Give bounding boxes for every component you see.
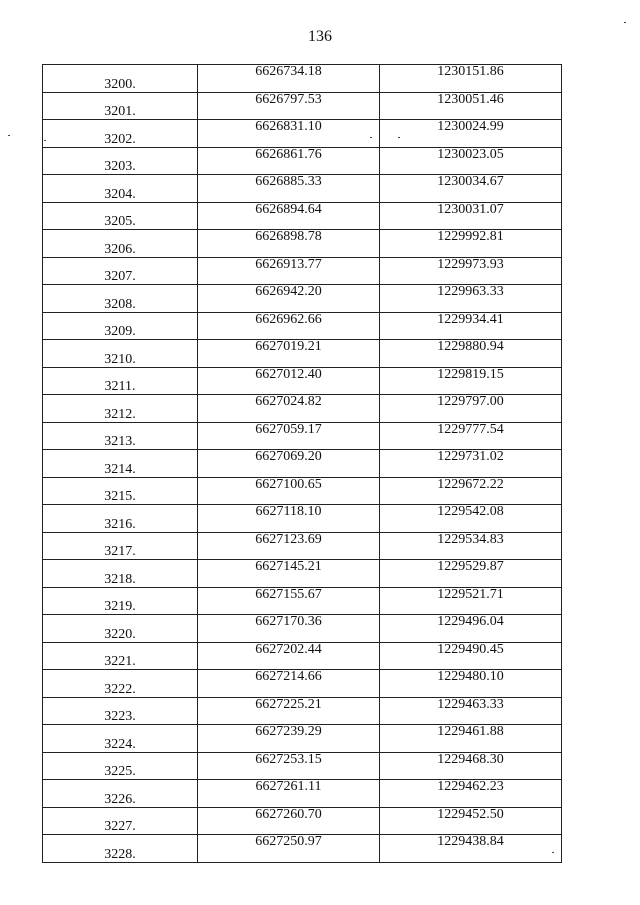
table-row	[43, 422, 562, 450]
x-coordinate-cell: 6627214.66	[198, 670, 380, 698]
point-number-cell: 3209.	[43, 312, 198, 340]
x-coordinate-cell: 6627012.40	[198, 367, 380, 395]
table-row	[43, 367, 562, 395]
table-row	[43, 450, 562, 478]
x-coordinate-cell: 6627024.82	[198, 395, 380, 423]
scan-speck	[8, 135, 10, 136]
point-number-cell: 3226.	[43, 780, 198, 808]
point-number-cell: 3228.	[43, 835, 198, 863]
y-coordinate-cell: 1229819.15	[380, 367, 562, 395]
table-row	[43, 642, 562, 670]
y-coordinate-cell: 1229521.71	[380, 587, 562, 615]
point-number-cell: 3210.	[43, 340, 198, 368]
x-coordinate-cell: 6627261.11	[198, 780, 380, 808]
point-number-cell: 3219.	[43, 587, 198, 615]
y-coordinate-cell: 1229777.54	[380, 422, 562, 450]
y-coordinate-cell: 1229529.87	[380, 560, 562, 588]
point-number-cell: 3214.	[43, 450, 198, 478]
table-row	[43, 175, 562, 203]
x-coordinate-cell: 6627170.36	[198, 615, 380, 643]
x-coordinate-cell: 6626894.64	[198, 202, 380, 230]
point-number-cell: 3215.	[43, 477, 198, 505]
x-coordinate-cell: 6626734.18	[198, 65, 380, 93]
point-number-cell: 3207.	[43, 257, 198, 285]
scan-speck	[44, 140, 46, 141]
table-row	[43, 395, 562, 423]
y-coordinate-cell: 1229992.81	[380, 230, 562, 258]
y-coordinate-cell: 1229461.88	[380, 725, 562, 753]
point-number-cell: 3206.	[43, 230, 198, 258]
page-number: 136	[308, 28, 332, 45]
table-row	[43, 312, 562, 340]
x-coordinate-cell: 6626913.77	[198, 257, 380, 285]
table-row	[43, 120, 562, 148]
table-row	[43, 615, 562, 643]
point-number-cell: 3223.	[43, 697, 198, 725]
point-number-cell: 3212.	[43, 395, 198, 423]
table-row	[43, 477, 562, 505]
table-row	[43, 697, 562, 725]
coordinates-table	[42, 64, 562, 863]
point-number-cell: 3205.	[43, 202, 198, 230]
point-number-cell: 3203.	[43, 147, 198, 175]
x-coordinate-cell: 6627123.69	[198, 532, 380, 560]
y-coordinate-cell: 1229534.83	[380, 532, 562, 560]
y-coordinate-cell: 1229880.94	[380, 340, 562, 368]
y-coordinate-cell: 1230034.67	[380, 175, 562, 203]
coordinates-table-body	[43, 65, 562, 863]
table-row	[43, 587, 562, 615]
x-coordinate-cell: 6627260.70	[198, 807, 380, 835]
table-row	[43, 285, 562, 313]
y-coordinate-cell: 1229480.10	[380, 670, 562, 698]
x-coordinate-cell: 6627100.65	[198, 477, 380, 505]
point-number-cell: 3204.	[43, 175, 198, 203]
table-row	[43, 257, 562, 285]
y-coordinate-cell: 1229462.23	[380, 780, 562, 808]
table-row	[43, 230, 562, 258]
table-row	[43, 807, 562, 835]
table-row	[43, 532, 562, 560]
y-coordinate-cell: 1229973.93	[380, 257, 562, 285]
x-coordinate-cell: 6626797.53	[198, 92, 380, 120]
y-coordinate-cell: 1230051.46	[380, 92, 562, 120]
point-number-cell: 3200.	[43, 65, 198, 93]
x-coordinate-cell: 6627069.20	[198, 450, 380, 478]
x-coordinate-cell: 6626831.10	[198, 120, 380, 148]
y-coordinate-cell: 1229731.02	[380, 450, 562, 478]
x-coordinate-cell: 6626942.20	[198, 285, 380, 313]
y-coordinate-cell: 1230031.07	[380, 202, 562, 230]
scan-speck	[370, 137, 372, 138]
point-number-cell: 3217.	[43, 532, 198, 560]
table-row	[43, 92, 562, 120]
table-row	[43, 560, 562, 588]
y-coordinate-cell: 1230151.86	[380, 65, 562, 93]
y-coordinate-cell: 1229672.22	[380, 477, 562, 505]
y-coordinate-cell: 1229468.30	[380, 752, 562, 780]
y-coordinate-cell: 1230023.05	[380, 147, 562, 175]
table-row	[43, 835, 562, 863]
y-coordinate-cell: 1229452.50	[380, 807, 562, 835]
table-row	[43, 752, 562, 780]
y-coordinate-cell: 1229496.04	[380, 615, 562, 643]
y-coordinate-cell: 1229463.33	[380, 697, 562, 725]
table-row	[43, 670, 562, 698]
table-row	[43, 780, 562, 808]
point-number-cell: 3222.	[43, 670, 198, 698]
x-coordinate-cell: 6627239.29	[198, 725, 380, 753]
point-number-cell: 3201.	[43, 92, 198, 120]
x-coordinate-cell: 6627225.21	[198, 697, 380, 725]
x-coordinate-cell: 6626962.66	[198, 312, 380, 340]
y-coordinate-cell: 1229438.84	[380, 835, 562, 863]
point-number-cell: 3211.	[43, 367, 198, 395]
point-number-cell: 3218.	[43, 560, 198, 588]
x-coordinate-cell: 6626885.33	[198, 175, 380, 203]
point-number-cell: 3202.	[43, 120, 198, 148]
x-coordinate-cell: 6627059.17	[198, 422, 380, 450]
table-row	[43, 340, 562, 368]
point-number-cell: 3213.	[43, 422, 198, 450]
x-coordinate-cell: 6627253.15	[198, 752, 380, 780]
x-coordinate-cell: 6626898.78	[198, 230, 380, 258]
point-number-cell: 3227.	[43, 807, 198, 835]
table-row	[43, 202, 562, 230]
x-coordinate-cell: 6626861.76	[198, 147, 380, 175]
point-number-cell: 3208.	[43, 285, 198, 313]
y-coordinate-cell: 1230024.99	[380, 120, 562, 148]
table-row	[43, 725, 562, 753]
y-coordinate-cell: 1229490.45	[380, 642, 562, 670]
table-row	[43, 505, 562, 533]
x-coordinate-cell: 6627250.97	[198, 835, 380, 863]
point-number-cell: 3225.	[43, 752, 198, 780]
scan-speck	[398, 137, 400, 138]
point-number-cell: 3216.	[43, 505, 198, 533]
x-coordinate-cell: 6627118.10	[198, 505, 380, 533]
scan-speck	[552, 852, 554, 853]
table-row	[43, 65, 562, 93]
x-coordinate-cell: 6627155.67	[198, 587, 380, 615]
x-coordinate-cell: 6627202.44	[198, 642, 380, 670]
y-coordinate-cell: 1229797.00	[380, 395, 562, 423]
table-row	[43, 147, 562, 175]
y-coordinate-cell: 1229934.41	[380, 312, 562, 340]
y-coordinate-cell: 1229963.33	[380, 285, 562, 313]
x-coordinate-cell: 6627145.21	[198, 560, 380, 588]
x-coordinate-cell: 6627019.21	[198, 340, 380, 368]
y-coordinate-cell: 1229542.08	[380, 505, 562, 533]
point-number-cell: 3220.	[43, 615, 198, 643]
point-number-cell: 3224.	[43, 725, 198, 753]
point-number-cell: 3221.	[43, 642, 198, 670]
scan-speck	[624, 22, 626, 23]
